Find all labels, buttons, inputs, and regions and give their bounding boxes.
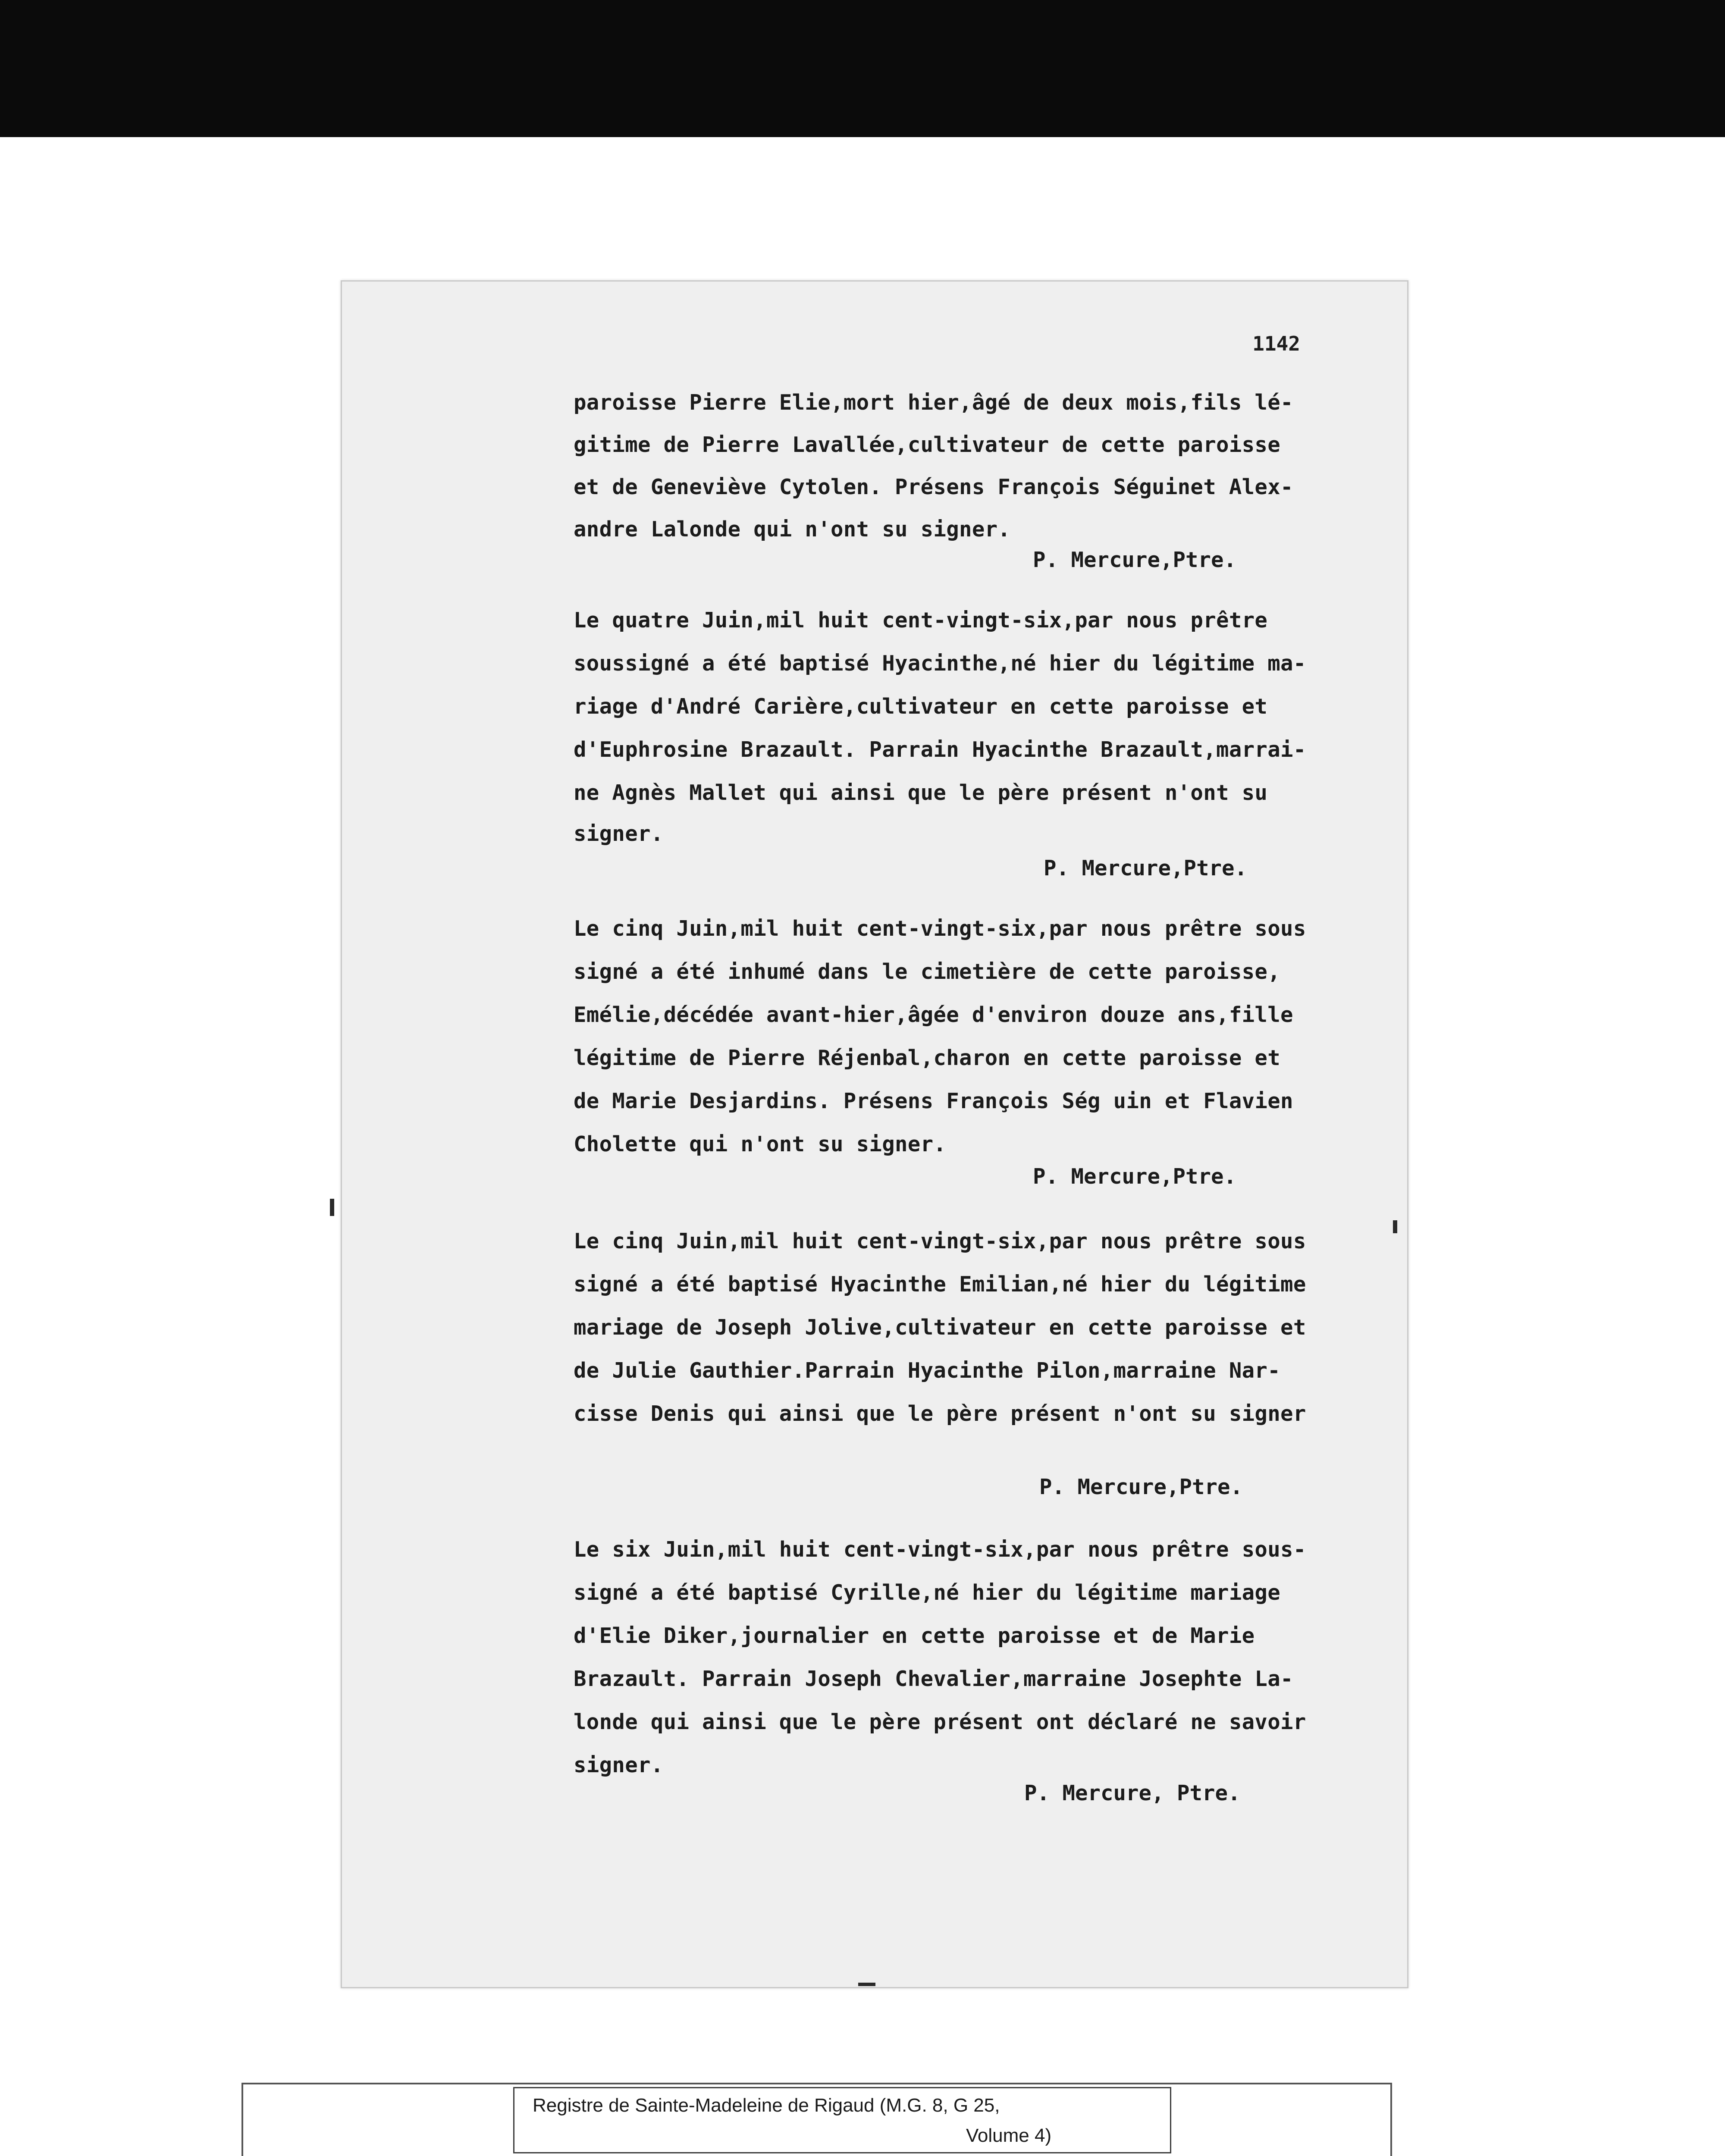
text-line: Cholette qui n'ont su signer. (574, 1132, 947, 1156)
text-line: Brazault. Parrain Joseph Chevalier,marraine Josephte La- (574, 1667, 1293, 1691)
scan-mark (858, 1983, 875, 1986)
text-line: londe qui ainsi que le père présent ont déclaré ne savoir (574, 1710, 1306, 1734)
page-number: 1142 (1252, 332, 1300, 355)
scan-top-border (0, 0, 1725, 137)
text-line: Le cinq Juin,mil huit cent-vingt-six,par nous prêtre sous (574, 1229, 1306, 1253)
reference-line-1: Registre de Sainte-Madeleine de Rigaud (M.G. 8, G 25, (533, 2095, 1000, 2116)
scan-mark (1393, 1220, 1397, 1233)
text-line: et de Geneviève Cytolen. Présens François Séguinet Alex- (574, 475, 1293, 499)
text-line: soussigné a été baptisé Hyacinthe,né hier du légitime ma- (574, 651, 1306, 676)
priest-signature: P. Mercure,Ptre. (1033, 548, 1237, 572)
priest-signature: P. Mercure, Ptre. (1024, 1781, 1241, 1805)
text-line: ne Agnès Mallet qui ainsi que le père présent n'ont su (574, 780, 1268, 805)
scan-mark (330, 1199, 334, 1216)
text-line: légitime de Pierre Réjenbal,charon en cette paroisse et (574, 1046, 1281, 1070)
text-line: gitime de Pierre Lavallée,cultivateur de cette paroisse (574, 432, 1281, 457)
text-line: Le cinq Juin,mil huit cent-vingt-six,par nous prêtre sous (574, 916, 1306, 941)
text-line: d'Euphrosine Brazault. Parrain Hyacinthe Brazault,marrai- (574, 737, 1306, 762)
priest-signature: P. Mercure,Ptre. (1039, 1475, 1243, 1499)
text-line: signé a été inhumé dans le cimetière de cette paroisse, (574, 959, 1281, 984)
text-line: paroisse Pierre Elie,mort hier,âgé de deux mois,fils lé- (574, 390, 1293, 415)
text-line: andre Lalonde qui n'ont su signer. (574, 517, 1011, 542)
text-line: Le quatre Juin,mil huit cent-vingt-six,par nous prêtre (574, 608, 1268, 633)
text-line: mariage de Joseph Jolive,cultivateur en cette paroisse et (574, 1315, 1306, 1340)
text-line: d'Elie Diker,journalier en cette paroisse et de Marie (574, 1623, 1255, 1648)
text-line: de Julie Gauthier.Parrain Hyacinthe Pilon,marraine Nar- (574, 1358, 1281, 1383)
text-line: signer. (574, 821, 664, 846)
text-line: Emélie,décédée avant-hier,âgée d'environ douze ans,fille (574, 1003, 1293, 1027)
text-line: riage d'André Carière,cultivateur en cette paroisse et (574, 694, 1268, 719)
priest-signature: P. Mercure,Ptre. (1033, 1164, 1237, 1189)
priest-signature: P. Mercure,Ptre. (1044, 856, 1248, 881)
text-line: de Marie Desjardins. Présens François Ség uin et Flavien (574, 1089, 1293, 1113)
text-line: Le six Juin,mil huit cent-vingt-six,par nous prêtre sous- (574, 1537, 1306, 1562)
text-line: cisse Denis qui ainsi que le père présent n'ont su signer (574, 1401, 1306, 1426)
text-line: signé a été baptisé Cyrille,né hier du légitime mariage (574, 1580, 1281, 1605)
reference-line-2: Volume 4) (966, 2125, 1052, 2146)
text-line: signer. (574, 1753, 664, 1777)
text-line: signé a été baptisé Hyacinthe Emilian,né hier du légitime (574, 1272, 1306, 1297)
